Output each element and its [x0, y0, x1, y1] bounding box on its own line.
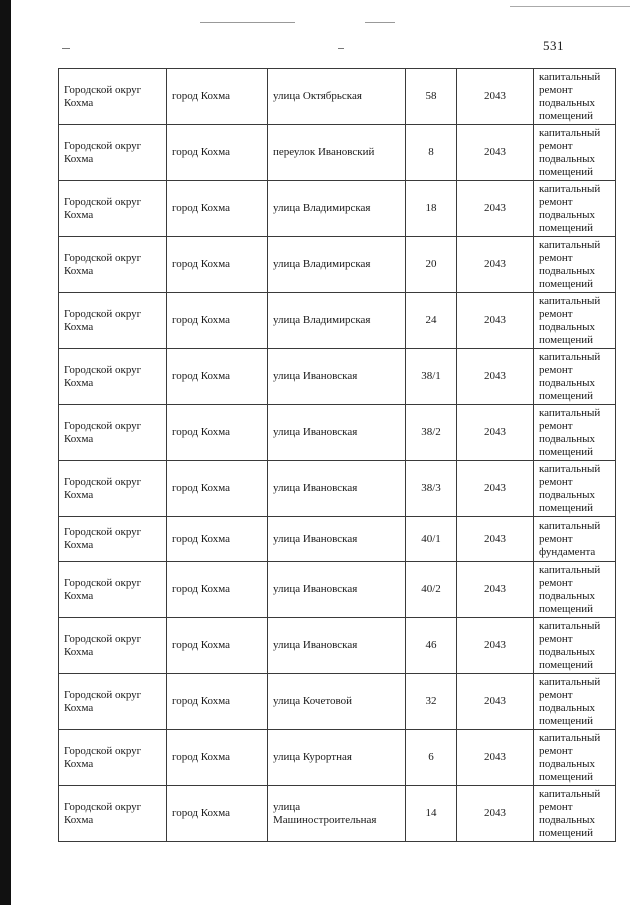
scan-mark [200, 22, 295, 23]
table-row [59, 125, 616, 181]
house-number-cell: 40/1 [406, 517, 457, 562]
work-type-cell: капитальный ремонт подвальных помещений [534, 181, 616, 237]
street-cell: улица Владимирская [268, 237, 406, 293]
street-cell: улица Ивановская [268, 562, 406, 618]
street-cell: улица Ивановская [268, 618, 406, 674]
house-number-cell: 38/2 [406, 405, 457, 461]
year-cell: 2043 [457, 562, 534, 618]
street-cell: улица Ивановская [268, 461, 406, 517]
municipality-cell: Городской округ Кохма [59, 293, 167, 349]
repair-schedule-table [58, 68, 616, 842]
work-type-cell: капитальный ремонт подвальных помещений [534, 618, 616, 674]
table-row [59, 618, 616, 674]
settlement-cell: город Кохма [167, 293, 268, 349]
scan-edge-bar [0, 0, 11, 905]
year-cell: 2043 [457, 461, 534, 517]
settlement-cell: город Кохма [167, 125, 268, 181]
house-number-cell: 32 [406, 674, 457, 730]
table-row [59, 517, 616, 562]
house-number-cell: 58 [406, 69, 457, 125]
table-row [59, 349, 616, 405]
street-cell: улица Машиностроительная [268, 786, 406, 842]
page-number: 531 [543, 38, 564, 53]
house-number-cell: 8 [406, 125, 457, 181]
work-type-cell: капитальный ремонт подвальных помещений [534, 349, 616, 405]
house-number-cell: 6 [406, 730, 457, 786]
settlement-cell: город Кохма [167, 237, 268, 293]
house-number-cell: 24 [406, 293, 457, 349]
year-cell: 2043 [457, 293, 534, 349]
year-cell: 2043 [457, 786, 534, 842]
table-row [59, 293, 616, 349]
municipality-cell: Городской округ Кохма [59, 786, 167, 842]
municipality-cell: Городской округ Кохма [59, 69, 167, 125]
settlement-cell: город Кохма [167, 181, 268, 237]
municipality-cell: Городской округ Кохма [59, 125, 167, 181]
settlement-cell: город Кохма [167, 786, 268, 842]
municipality-cell: Городской округ Кохма [59, 349, 167, 405]
table-row [59, 461, 616, 517]
table-row [59, 69, 616, 125]
work-type-cell: капитальный ремонт фундамента [534, 517, 616, 562]
municipality-cell: Городской округ Кохма [59, 674, 167, 730]
scan-mark [338, 48, 344, 49]
year-cell: 2043 [457, 125, 534, 181]
municipality-cell: Городской округ Кохма [59, 461, 167, 517]
municipality-cell: Городской округ Кохма [59, 405, 167, 461]
work-type-cell: капитальный ремонт подвальных помещений [534, 125, 616, 181]
house-number-cell: 38/3 [406, 461, 457, 517]
house-number-cell: 40/2 [406, 562, 457, 618]
street-cell: улица Курортная [268, 730, 406, 786]
settlement-cell: город Кохма [167, 69, 268, 125]
work-type-cell: капитальный ремонт подвальных помещений [534, 461, 616, 517]
scan-mark [365, 22, 395, 23]
table-row [59, 237, 616, 293]
work-type-cell: капитальный ремонт подвальных помещений [534, 293, 616, 349]
settlement-cell: город Кохма [167, 618, 268, 674]
settlement-cell: город Кохма [167, 674, 268, 730]
settlement-cell: город Кохма [167, 461, 268, 517]
year-cell: 2043 [457, 69, 534, 125]
municipality-cell: Городской округ Кохма [59, 181, 167, 237]
street-cell: улица Ивановская [268, 405, 406, 461]
street-cell: улица Владимирская [268, 181, 406, 237]
street-cell: улица Ивановская [268, 517, 406, 562]
work-type-cell: капитальный ремонт подвальных помещений [534, 674, 616, 730]
scan-mark [510, 6, 630, 7]
municipality-cell: Городской округ Кохма [59, 730, 167, 786]
municipality-cell: Городской округ Кохма [59, 517, 167, 562]
municipality-cell: Городской округ Кохма [59, 562, 167, 618]
street-cell: улица Ивановская [268, 349, 406, 405]
municipality-cell: Городской округ Кохма [59, 237, 167, 293]
settlement-cell: город Кохма [167, 349, 268, 405]
table-row [59, 562, 616, 618]
house-number-cell: 14 [406, 786, 457, 842]
year-cell: 2043 [457, 181, 534, 237]
work-type-cell: капитальный ремонт подвальных помещений [534, 562, 616, 618]
house-number-cell: 38/1 [406, 349, 457, 405]
house-number-cell: 18 [406, 181, 457, 237]
year-cell: 2043 [457, 517, 534, 562]
house-number-cell: 20 [406, 237, 457, 293]
street-cell: переулок Ивановский [268, 125, 406, 181]
work-type-cell: капитальный ремонт подвальных помещений [534, 786, 616, 842]
street-cell: улица Владимирская [268, 293, 406, 349]
table-row [59, 674, 616, 730]
work-type-cell: капитальный ремонт подвальных помещений [534, 237, 616, 293]
table-row [59, 730, 616, 786]
work-type-cell: капитальный ремонт подвальных помещений [534, 730, 616, 786]
table-row [59, 405, 616, 461]
year-cell: 2043 [457, 730, 534, 786]
settlement-cell: город Кохма [167, 562, 268, 618]
municipality-cell: Городской округ Кохма [59, 618, 167, 674]
street-cell: улица Октябрьская [268, 69, 406, 125]
year-cell: 2043 [457, 405, 534, 461]
work-type-cell: капитальный ремонт подвальных помещений [534, 405, 616, 461]
year-cell: 2043 [457, 674, 534, 730]
year-cell: 2043 [457, 618, 534, 674]
year-cell: 2043 [457, 237, 534, 293]
settlement-cell: город Кохма [167, 730, 268, 786]
house-number-cell: 46 [406, 618, 457, 674]
settlement-cell: город Кохма [167, 517, 268, 562]
settlement-cell: город Кохма [167, 405, 268, 461]
scan-mark [62, 48, 70, 49]
work-type-cell: капитальный ремонт подвальных помещений [534, 69, 616, 125]
table-row [59, 786, 616, 842]
street-cell: улица Кочетовой [268, 674, 406, 730]
table-row [59, 181, 616, 237]
year-cell: 2043 [457, 349, 534, 405]
